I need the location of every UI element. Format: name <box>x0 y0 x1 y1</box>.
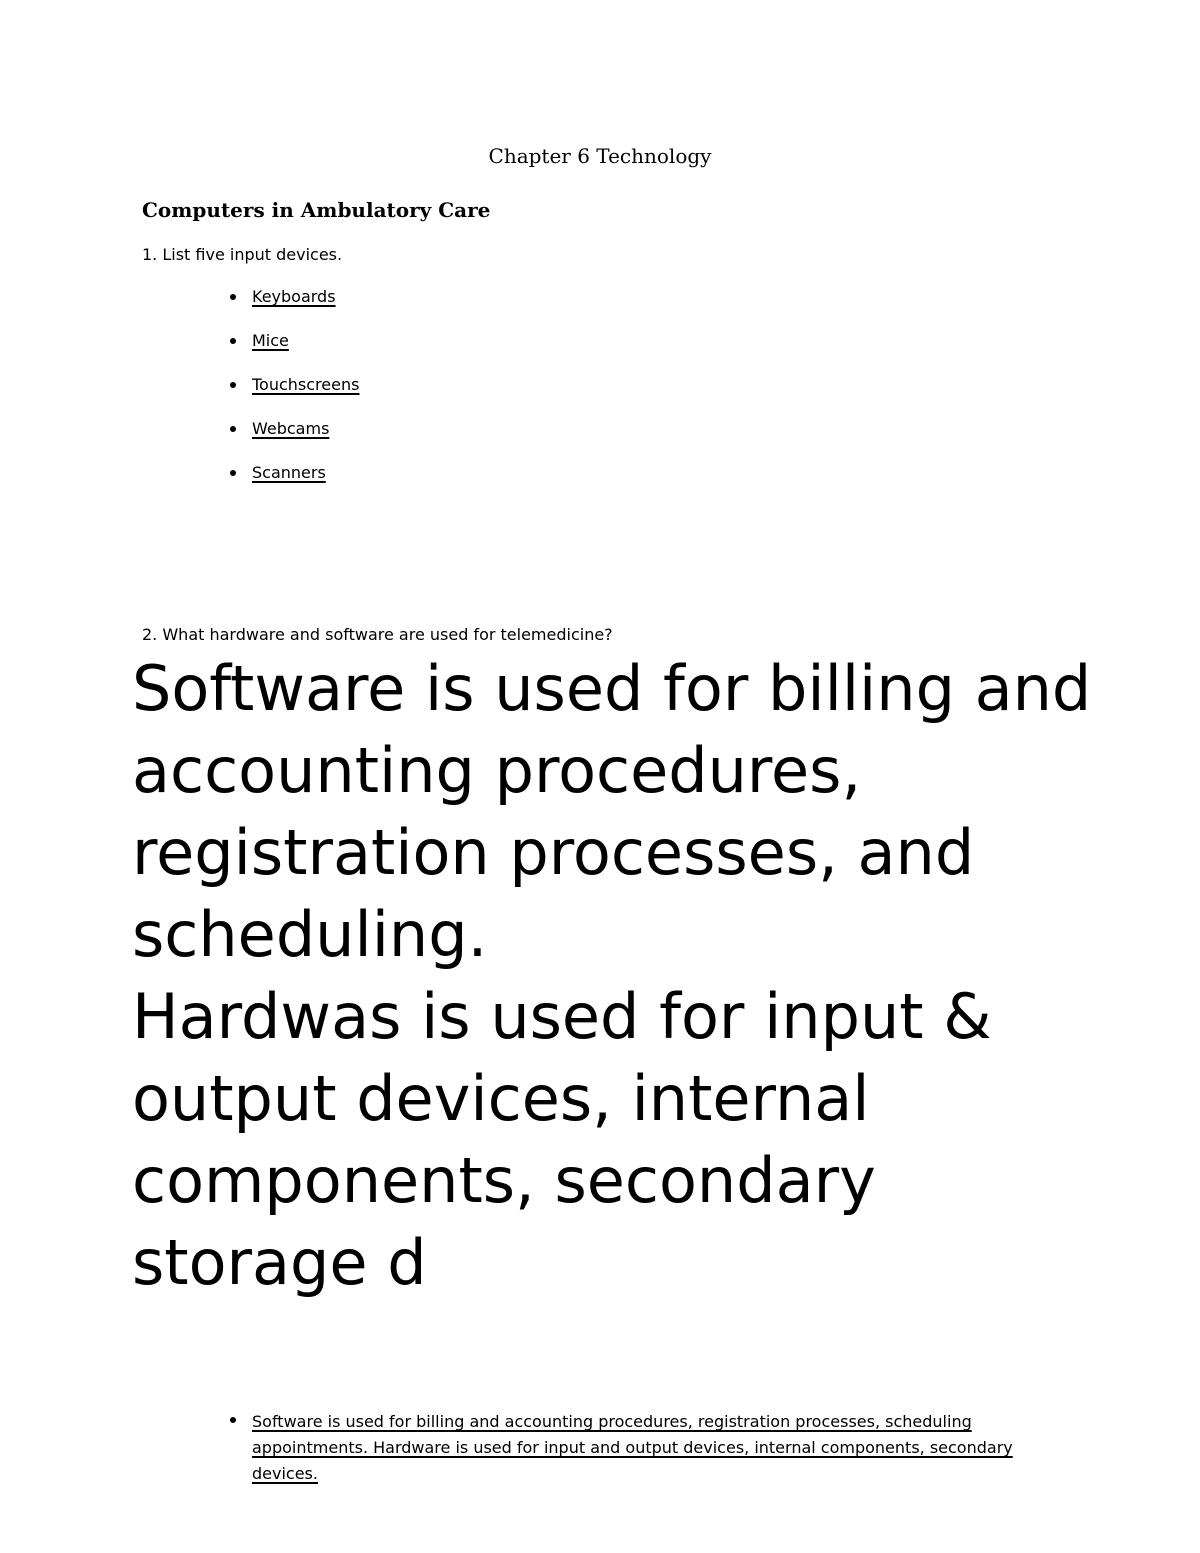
list-item-text: Scanners <box>252 463 326 482</box>
bullet-icon <box>230 338 236 344</box>
large-answer-software: Software is used for billing and accounting procedures, registration processes, and scheduling. <box>132 652 1092 971</box>
list-item-text: Webcams <box>252 419 330 438</box>
list-item-text: Software is used for billing and accounting procedures, registration processes, scheduling appointments. Hardware is used for input and output devices, internal components, secondary devices. <box>252 1412 1013 1483</box>
large-answer-hardware: Hardwas is used for input & output devices, internal components, secondary storage d <box>132 980 992 1299</box>
list-item <box>228 418 359 462</box>
section-heading: Computers in Ambulatory Care <box>142 198 491 222</box>
bullet-icon <box>230 470 236 476</box>
input-devices-list <box>228 286 359 506</box>
list-item <box>228 286 359 330</box>
large-answer-text <box>132 648 1092 1304</box>
list-item-text: Mice <box>252 331 289 350</box>
question-2: 2. What hardware and software are used for telemedicine? <box>142 625 613 644</box>
list-item-text: Touchscreens <box>252 375 360 394</box>
bullet-icon <box>230 1417 236 1423</box>
list-item <box>228 330 359 374</box>
bullet-icon <box>230 426 236 432</box>
list-item-text: Keyboards <box>252 287 336 306</box>
list-item <box>228 462 359 506</box>
question-1: 1. List five input devices. <box>142 245 343 264</box>
document-title: Chapter 6 Technology <box>488 144 712 168</box>
telemedicine-answer-list <box>228 1409 1048 1487</box>
bullet-icon <box>230 382 236 388</box>
list-item <box>228 1409 1048 1487</box>
bullet-icon <box>230 294 236 300</box>
list-item <box>228 374 359 418</box>
